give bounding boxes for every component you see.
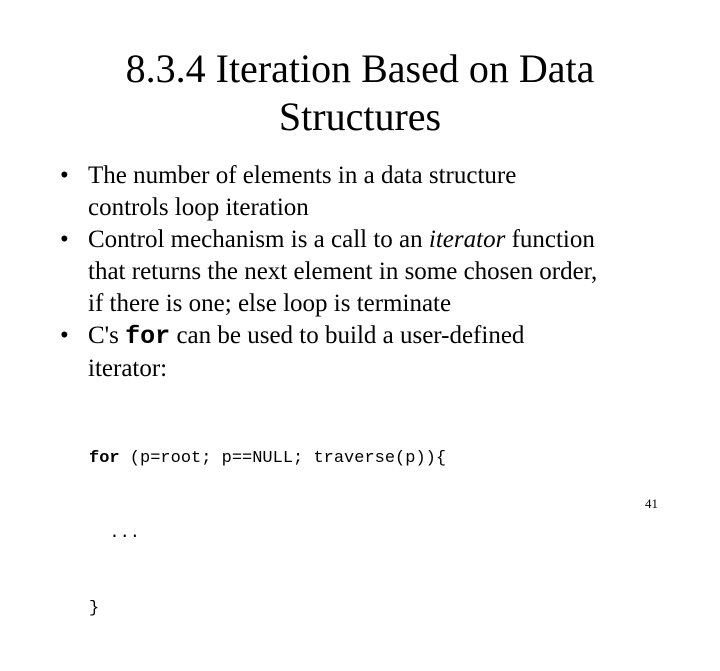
code-line — [89, 446, 446, 471]
bullet-text-part: can be used to build a user-defined — [170, 322, 525, 349]
title-line-2: Structures — [278, 94, 442, 139]
bullet-text-part: Control mechanism is a call to an — [88, 226, 429, 253]
code-text: (p=root; p==NULL; traverse(p)){ — [119, 449, 447, 468]
emphasis-iterator: iterator — [428, 226, 506, 253]
bullet-icon: • — [60, 162, 69, 189]
bullet-text: The number of elements in a data structure — [88, 162, 517, 189]
bullet-text — [88, 320, 680, 353]
slide-title — [60, 45, 660, 141]
bullet-text-part: function — [505, 226, 595, 253]
bullet-text — [88, 224, 680, 256]
bullet-item-for-iterator — [60, 320, 680, 385]
bullet-text-part: C's — [88, 322, 126, 349]
bullet-text: if there is one; else loop is terminate — [88, 290, 452, 317]
bullet-item-control-mechanism — [60, 224, 680, 320]
code-keyword: for — [89, 449, 120, 468]
code-line: } — [89, 599, 100, 618]
bullet-item-elements — [60, 160, 680, 224]
title-line-1: 8.3.4 Iteration Based on Data — [125, 46, 595, 91]
bullet-text: that returns the next element in some chosen order, — [88, 258, 598, 285]
code-block — [89, 396, 446, 671]
bullet-icon: • — [60, 226, 69, 253]
bullet-icon: • — [60, 322, 69, 349]
bullet-list — [60, 160, 680, 385]
inline-code-for: for — [125, 322, 171, 351]
code-line: ... — [89, 524, 141, 543]
bullet-text: iterator: — [88, 355, 168, 382]
page-number: 41 — [645, 496, 658, 511]
bullet-text: controls loop iteration — [88, 194, 309, 221]
